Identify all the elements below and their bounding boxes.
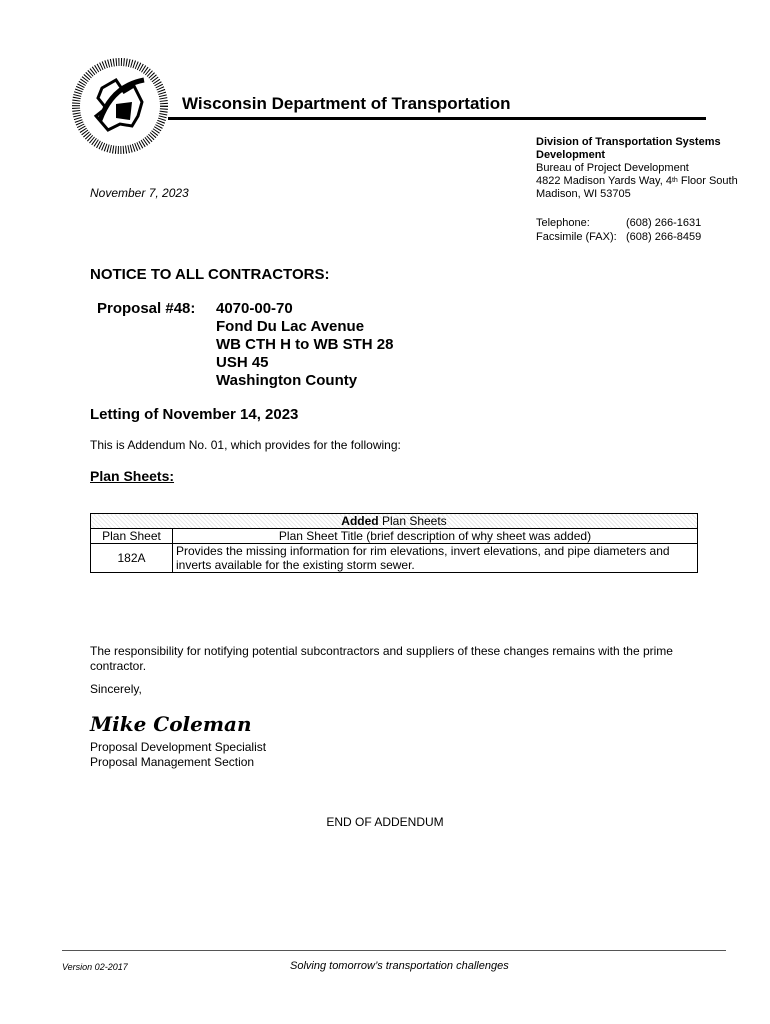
street-address: 4822 Madison Yards Way, 4th Floor South bbox=[536, 175, 738, 187]
column-header-title: Plan Sheet Title (brief description of why sheet was added) bbox=[173, 529, 698, 544]
table-row bbox=[91, 544, 698, 573]
bureau-name: Bureau of Project Development bbox=[536, 162, 689, 174]
plan-sheets-heading: Plan Sheets: bbox=[90, 468, 175, 484]
signer-block bbox=[90, 740, 266, 770]
fax-number: (608) 266-8459 bbox=[626, 231, 702, 243]
title-rule bbox=[168, 117, 706, 120]
fax-label: Facsimile (FAX): bbox=[536, 231, 617, 243]
end-of-addendum: END OF ADDENDUM bbox=[326, 815, 444, 829]
department-title: Wisconsin Department of Transportation bbox=[182, 94, 511, 113]
signer-section: Proposal Management Section bbox=[90, 755, 255, 769]
column-header-plan-sheet: Plan Sheet bbox=[91, 529, 173, 544]
addendum-intro: This is Addendum No. 01, which provides for the following: bbox=[90, 438, 401, 452]
proposal-details bbox=[216, 300, 394, 390]
footer-rule bbox=[62, 950, 726, 951]
signer-title: Proposal Development Specialist bbox=[90, 740, 267, 754]
project-highway: USH 45 bbox=[216, 354, 269, 371]
plan-sheet-number: 182A bbox=[91, 544, 173, 573]
letter-date: November 7, 2023 bbox=[90, 186, 189, 200]
division-address-block bbox=[536, 136, 761, 201]
version-label: Version 02-2017 bbox=[62, 962, 128, 972]
signature: Mike Coleman bbox=[90, 712, 252, 736]
wisdot-logo bbox=[72, 58, 168, 154]
added-plan-sheets-table bbox=[90, 513, 698, 573]
city-state-zip: Madison, WI 53705 bbox=[536, 188, 631, 200]
responsibility-paragraph: The responsibility for notifying potential subcontractors and suppliers of these changes remains with the prime contractor. bbox=[90, 644, 673, 673]
contact-numbers bbox=[536, 216, 701, 244]
project-county: Washington County bbox=[216, 372, 358, 389]
project-road: Fond Du Lac Avenue bbox=[216, 318, 365, 335]
proposal-label: Proposal #48: bbox=[97, 300, 196, 317]
telephone-label: Telephone: bbox=[536, 217, 590, 229]
telephone-number: (608) 266-1631 bbox=[626, 217, 702, 229]
letting-date: Letting of November 14, 2023 bbox=[90, 406, 299, 423]
closing: Sincerely, bbox=[90, 682, 142, 696]
division-name: Division of Transportation Systems Development bbox=[536, 136, 721, 161]
project-limits: WB CTH H to WB STH 28 bbox=[216, 336, 394, 353]
project-id: 4070-00-70 bbox=[216, 300, 293, 317]
plan-sheet-description: Provides the missing information for rim elevations, invert elevations, and pipe diameters and inverts available for the existing storm sewer. bbox=[173, 544, 698, 573]
notice-heading: NOTICE TO ALL CONTRACTORS: bbox=[90, 266, 330, 283]
table-title: Added Plan Sheets bbox=[91, 514, 698, 529]
footer-tagline: Solving tomorrow’s transportation challenges bbox=[290, 960, 509, 972]
